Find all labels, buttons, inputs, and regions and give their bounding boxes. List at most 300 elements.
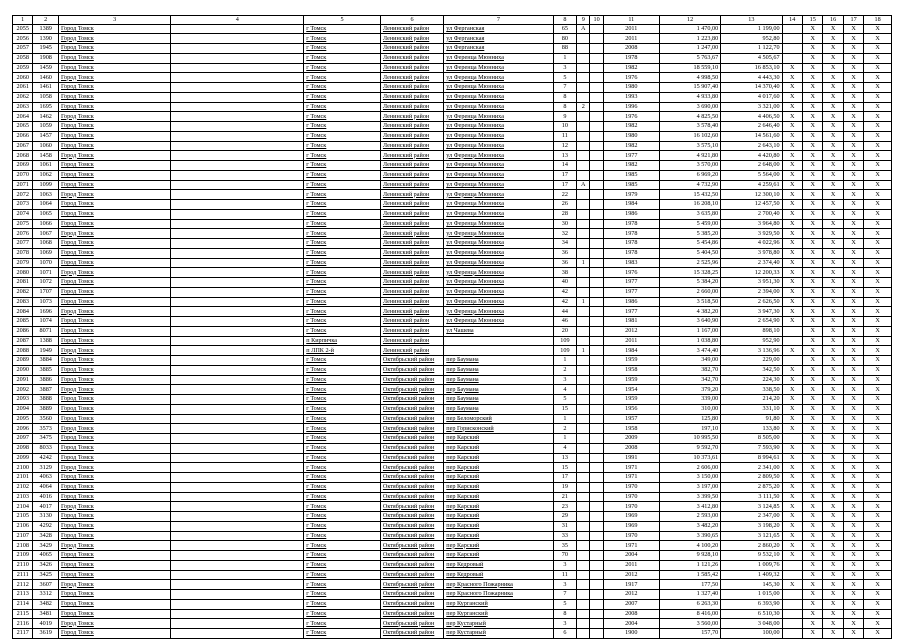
table-cell bbox=[577, 590, 590, 600]
table-cell bbox=[590, 307, 603, 317]
table-cell: X bbox=[823, 414, 843, 424]
table-cell bbox=[171, 365, 304, 375]
table-cell: г Томск bbox=[304, 209, 381, 219]
table-cell: Город Томск bbox=[58, 83, 170, 93]
table-cell: 16 102,60 bbox=[659, 131, 720, 141]
table-cell bbox=[577, 512, 590, 522]
table-cell: X bbox=[802, 53, 822, 63]
table-cell: 3 474,40 bbox=[659, 346, 720, 356]
table-cell: X bbox=[782, 170, 802, 180]
table-cell: 1954 bbox=[603, 385, 659, 395]
table-cell: 31 bbox=[553, 521, 577, 531]
table-cell: 2096 bbox=[13, 424, 33, 434]
table-cell: Город Томск bbox=[58, 521, 170, 531]
table-cell: 2104 bbox=[13, 502, 33, 512]
table-cell: X bbox=[843, 580, 863, 590]
table-cell: X bbox=[802, 414, 822, 424]
table-cell: Октябрьский район bbox=[380, 375, 443, 385]
table-cell bbox=[590, 83, 603, 93]
table-cell: X bbox=[864, 541, 892, 551]
table-cell: Город Томск bbox=[58, 239, 170, 249]
table-cell: 15 328,25 bbox=[659, 268, 720, 278]
table-cell: 382,70 bbox=[659, 365, 720, 375]
table-cell: X bbox=[864, 209, 892, 219]
table-row bbox=[13, 317, 892, 327]
table-cell: 4 420,80 bbox=[721, 151, 782, 161]
table-cell: пер Баумана bbox=[444, 365, 553, 375]
table-cell bbox=[171, 44, 304, 54]
table-cell: ул Ференца Мюнниха bbox=[444, 278, 553, 288]
table-cell: X bbox=[823, 190, 843, 200]
table-cell bbox=[590, 424, 603, 434]
table-cell: 29 bbox=[553, 512, 577, 522]
table-cell bbox=[171, 395, 304, 405]
table-cell bbox=[590, 24, 603, 34]
table-cell: X bbox=[864, 161, 892, 171]
table-cell: 4 017,60 bbox=[721, 92, 782, 102]
table-cell: X bbox=[843, 170, 863, 180]
table-cell: г Томск bbox=[304, 502, 381, 512]
table-cell: 4 505,67 bbox=[721, 53, 782, 63]
table-cell: 1 038,80 bbox=[659, 336, 720, 346]
table-cell: ул Ференца Мюнниха bbox=[444, 131, 553, 141]
table-row bbox=[13, 580, 892, 590]
table-cell: 4019 bbox=[33, 619, 59, 629]
table-cell: X bbox=[843, 365, 863, 375]
table-row bbox=[13, 453, 892, 463]
table-cell: X bbox=[802, 190, 822, 200]
table-cell: 4 259,61 bbox=[721, 180, 782, 190]
table-cell: Город Томск bbox=[58, 190, 170, 200]
table-cell bbox=[590, 463, 603, 473]
table-cell: 2089 bbox=[13, 356, 33, 366]
table-cell bbox=[590, 414, 603, 424]
table-cell: X bbox=[843, 24, 863, 34]
table-cell: 1 009,76 bbox=[721, 560, 782, 570]
table-cell: 4 bbox=[553, 443, 577, 453]
table-cell: Ленинский район bbox=[380, 122, 443, 132]
table-cell: ул Ферганская bbox=[444, 24, 553, 34]
table-cell: X bbox=[802, 609, 822, 619]
table-cell: X bbox=[802, 248, 822, 258]
table-cell: г Томск bbox=[304, 492, 381, 502]
table-cell: 1977 bbox=[603, 287, 659, 297]
table-cell: г Томск bbox=[304, 424, 381, 434]
table-cell: 5 bbox=[553, 395, 577, 405]
table-cell: X bbox=[864, 473, 892, 483]
table-cell: X bbox=[802, 463, 822, 473]
table-cell bbox=[590, 151, 603, 161]
table-cell: 1983 bbox=[603, 258, 659, 268]
table-cell bbox=[171, 170, 304, 180]
table-cell: X bbox=[843, 151, 863, 161]
table-cell bbox=[577, 551, 590, 561]
table-cell: 3312 bbox=[33, 590, 59, 600]
table-cell bbox=[171, 414, 304, 424]
table-cell: ул Ференца Мюнниха bbox=[444, 73, 553, 83]
table-cell: 2061 bbox=[13, 83, 33, 93]
table-cell: 331,10 bbox=[721, 404, 782, 414]
table-cell: X bbox=[823, 521, 843, 531]
table-cell: Город Томск bbox=[58, 268, 170, 278]
table-cell: 2088 bbox=[13, 346, 33, 356]
table-cell: X bbox=[823, 229, 843, 239]
table-cell bbox=[577, 287, 590, 297]
table-cell bbox=[577, 453, 590, 463]
table-cell: пер Карский bbox=[444, 453, 553, 463]
table-cell: г Томск bbox=[304, 287, 381, 297]
table-cell bbox=[590, 365, 603, 375]
table-cell: г Томск bbox=[304, 112, 381, 122]
table-cell: 1976 bbox=[603, 73, 659, 83]
table-cell: 1977 bbox=[603, 307, 659, 317]
table-cell: X bbox=[823, 473, 843, 483]
table-cell: X bbox=[843, 463, 863, 473]
table-cell: Город Томск bbox=[58, 541, 170, 551]
table-cell: 40 bbox=[553, 278, 577, 288]
table-cell: X bbox=[802, 395, 822, 405]
table-cell: X bbox=[823, 170, 843, 180]
table-cell: X bbox=[843, 229, 863, 239]
table-cell bbox=[577, 492, 590, 502]
table-cell bbox=[590, 551, 603, 561]
table-cell: X bbox=[802, 131, 822, 141]
table-cell: 1 121,26 bbox=[659, 560, 720, 570]
table-cell: 1982 bbox=[603, 122, 659, 132]
table-cell: 2101 bbox=[13, 473, 33, 483]
table-cell: 3475 bbox=[33, 434, 59, 444]
table-cell bbox=[782, 24, 802, 34]
table-cell: 28 bbox=[553, 209, 577, 219]
table-cell: 1978 bbox=[603, 53, 659, 63]
table-cell: 1389 bbox=[33, 24, 59, 34]
table-cell: X bbox=[782, 209, 802, 219]
table-cell bbox=[577, 278, 590, 288]
table-cell: 5 bbox=[553, 599, 577, 609]
table-cell: 8033 bbox=[33, 443, 59, 453]
table-cell: X bbox=[802, 512, 822, 522]
table-cell: 3 947,30 bbox=[721, 307, 782, 317]
table-cell: 2069 bbox=[13, 161, 33, 171]
table-cell: г Томск bbox=[304, 580, 381, 590]
table-cell: Ленинский район bbox=[380, 53, 443, 63]
table-cell bbox=[577, 356, 590, 366]
table-cell: X bbox=[782, 200, 802, 210]
table-cell: X bbox=[864, 619, 892, 629]
table-cell: г Томск bbox=[304, 385, 381, 395]
table-row bbox=[13, 24, 892, 34]
table-cell: X bbox=[843, 531, 863, 541]
table-cell: X bbox=[843, 521, 863, 531]
table-cell bbox=[590, 346, 603, 356]
table-cell: 1 199,00 bbox=[721, 24, 782, 34]
table-cell: 3 560,00 bbox=[659, 619, 720, 629]
table-cell: X bbox=[823, 102, 843, 112]
table-cell bbox=[577, 73, 590, 83]
table-cell bbox=[171, 268, 304, 278]
table-cell bbox=[782, 53, 802, 63]
table-cell: X bbox=[782, 307, 802, 317]
table-cell: 2085 bbox=[13, 317, 33, 327]
table-cell: ул Ференца Мюнниха bbox=[444, 219, 553, 229]
table-cell: X bbox=[782, 92, 802, 102]
table-cell: 5 404,50 bbox=[659, 248, 720, 258]
table-cell: X bbox=[864, 83, 892, 93]
table-cell: X bbox=[864, 44, 892, 54]
table-cell: 10 995,50 bbox=[659, 434, 720, 444]
table-cell: пер Карский bbox=[444, 443, 553, 453]
table-cell: г Томск bbox=[304, 512, 381, 522]
table-cell: 1970 bbox=[603, 482, 659, 492]
table-cell bbox=[590, 482, 603, 492]
table-cell: X bbox=[823, 463, 843, 473]
table-cell bbox=[171, 219, 304, 229]
table-cell: Город Томск bbox=[58, 385, 170, 395]
table-row bbox=[13, 346, 892, 356]
table-cell: 8 bbox=[553, 609, 577, 619]
table-cell: X bbox=[782, 502, 802, 512]
table-cell bbox=[590, 73, 603, 83]
table-cell: X bbox=[782, 492, 802, 502]
table-cell: 2068 bbox=[13, 151, 33, 161]
column-header: 1 bbox=[13, 16, 33, 25]
table-cell: ул Ференца Мюнниха bbox=[444, 122, 553, 132]
table-cell: X bbox=[823, 580, 843, 590]
table-cell: 2109 bbox=[13, 551, 33, 561]
table-cell: X bbox=[802, 141, 822, 151]
table-cell: г Томск bbox=[304, 570, 381, 580]
column-header: 17 bbox=[843, 16, 863, 25]
table-cell: 1 015,00 bbox=[721, 590, 782, 600]
table-cell: Ленинский район bbox=[380, 278, 443, 288]
table-cell bbox=[577, 326, 590, 336]
table-cell: 1060 bbox=[33, 141, 59, 151]
table-cell: X bbox=[802, 336, 822, 346]
table-cell: X bbox=[802, 73, 822, 83]
table-cell: 1 585,42 bbox=[659, 570, 720, 580]
table-row bbox=[13, 307, 892, 317]
table-cell bbox=[577, 629, 590, 639]
table-cell: г Томск bbox=[304, 258, 381, 268]
table-cell: 34 bbox=[553, 239, 577, 249]
table-cell: X bbox=[782, 395, 802, 405]
table-cell: X bbox=[864, 551, 892, 561]
table-cell: X bbox=[802, 531, 822, 541]
table-cell: X bbox=[843, 336, 863, 346]
table-cell: X bbox=[823, 317, 843, 327]
table-cell bbox=[590, 521, 603, 531]
table-cell bbox=[590, 404, 603, 414]
table-cell: 42 bbox=[553, 287, 577, 297]
table-cell: г Томск bbox=[304, 92, 381, 102]
table-cell: 7 bbox=[553, 83, 577, 93]
table-cell: пер Беломорский bbox=[444, 414, 553, 424]
table-cell bbox=[590, 599, 603, 609]
table-cell: 2073 bbox=[13, 200, 33, 210]
table-cell bbox=[590, 619, 603, 629]
table-cell: 1 bbox=[553, 414, 577, 424]
table-cell: 8 bbox=[553, 92, 577, 102]
table-cell bbox=[590, 44, 603, 54]
table-cell: г Томск bbox=[304, 463, 381, 473]
table-cell: г Томск bbox=[304, 317, 381, 327]
table-row bbox=[13, 239, 892, 249]
table-cell: X bbox=[864, 580, 892, 590]
table-cell: 229,00 bbox=[721, 356, 782, 366]
table-cell: пер Кустарный bbox=[444, 629, 553, 639]
table-cell: Ленинский район bbox=[380, 24, 443, 34]
table-cell: 100,00 bbox=[721, 629, 782, 639]
table-cell: пер Карский bbox=[444, 512, 553, 522]
table-cell: 1970 bbox=[603, 492, 659, 502]
table-cell: 6 393,90 bbox=[721, 599, 782, 609]
table-cell bbox=[577, 531, 590, 541]
table-cell: ул Ференца Мюнниха bbox=[444, 258, 553, 268]
table-cell: X bbox=[782, 287, 802, 297]
table-cell: X bbox=[823, 629, 843, 639]
table-cell bbox=[171, 463, 304, 473]
table-cell bbox=[171, 609, 304, 619]
table-cell: пер Карский bbox=[444, 521, 553, 531]
table-cell bbox=[590, 34, 603, 44]
table-cell: X bbox=[843, 287, 863, 297]
table-cell: X bbox=[843, 346, 863, 356]
table-cell: 20 bbox=[553, 326, 577, 336]
table-cell: X bbox=[802, 404, 822, 414]
table-cell: Ленинский район bbox=[380, 219, 443, 229]
table-cell: Ленинский район bbox=[380, 200, 443, 210]
table-cell: Октябрьский район bbox=[380, 395, 443, 405]
housing-register-table bbox=[12, 15, 892, 639]
table-row bbox=[13, 385, 892, 395]
table-cell: X bbox=[864, 63, 892, 73]
column-header: 16 bbox=[823, 16, 843, 25]
table-cell: 2011 bbox=[603, 336, 659, 346]
table-cell: г Томск bbox=[304, 131, 381, 141]
table-cell: Ленинский район bbox=[380, 346, 443, 356]
column-header: 13 bbox=[721, 16, 782, 25]
table-cell: X bbox=[823, 512, 843, 522]
table-cell: 2 626,50 bbox=[721, 297, 782, 307]
table-cell bbox=[590, 492, 603, 502]
table-cell: 2064 bbox=[13, 112, 33, 122]
table-cell bbox=[171, 531, 304, 541]
table-cell: 22 bbox=[553, 190, 577, 200]
table-cell: 1978 bbox=[603, 219, 659, 229]
table-header bbox=[13, 16, 892, 25]
table-cell: X bbox=[843, 131, 863, 141]
table-cell: 4064 bbox=[33, 482, 59, 492]
table-cell: 2 bbox=[553, 365, 577, 375]
table-cell bbox=[577, 209, 590, 219]
table-cell: X bbox=[864, 404, 892, 414]
table-cell: X bbox=[864, 570, 892, 580]
table-cell: X bbox=[823, 346, 843, 356]
table-cell: 2071 bbox=[13, 180, 33, 190]
table-cell: X bbox=[843, 297, 863, 307]
table-cell: X bbox=[802, 24, 822, 34]
table-cell: Октябрьский район bbox=[380, 365, 443, 375]
table-cell: 2 643,10 bbox=[721, 141, 782, 151]
table-cell: Город Томск bbox=[58, 131, 170, 141]
table-row bbox=[13, 219, 892, 229]
table-cell: 11 bbox=[553, 131, 577, 141]
table-cell bbox=[171, 502, 304, 512]
table-cell: пер Баумана bbox=[444, 395, 553, 405]
table-cell: 1986 bbox=[603, 209, 659, 219]
table-cell: X bbox=[823, 326, 843, 336]
table-cell: 1 bbox=[553, 356, 577, 366]
table-cell: пер Карский bbox=[444, 541, 553, 551]
table-row bbox=[13, 170, 892, 180]
table-row bbox=[13, 180, 892, 190]
table-cell: 2091 bbox=[13, 375, 33, 385]
table-cell: 1696 bbox=[33, 307, 59, 317]
table-cell bbox=[171, 482, 304, 492]
table-cell bbox=[171, 629, 304, 639]
table-cell bbox=[171, 287, 304, 297]
table-cell: 1986 bbox=[603, 297, 659, 307]
table-cell: 2 809,50 bbox=[721, 473, 782, 483]
table-cell: X bbox=[823, 404, 843, 414]
table-cell: 952,90 bbox=[721, 336, 782, 346]
table-cell: Город Томск bbox=[58, 580, 170, 590]
table-cell: 2 660,00 bbox=[659, 287, 720, 297]
table-cell bbox=[590, 209, 603, 219]
table-cell: X bbox=[823, 482, 843, 492]
table-cell: 133,80 bbox=[721, 424, 782, 434]
table-cell: X bbox=[823, 599, 843, 609]
table-cell bbox=[590, 170, 603, 180]
table-row bbox=[13, 258, 892, 268]
table-cell: Город Томск bbox=[58, 112, 170, 122]
table-cell: Октябрьский район bbox=[380, 473, 443, 483]
table-cell: 1993 bbox=[603, 92, 659, 102]
table-cell: 11 bbox=[553, 570, 577, 580]
table-row bbox=[13, 102, 892, 112]
table-cell: 8 bbox=[553, 102, 577, 112]
table-cell bbox=[577, 141, 590, 151]
table-cell: Город Томск bbox=[58, 141, 170, 151]
table-cell: X bbox=[843, 219, 863, 229]
table-row bbox=[13, 521, 892, 531]
table-cell: 177,50 bbox=[659, 580, 720, 590]
table-cell: 3 390,65 bbox=[659, 531, 720, 541]
table-cell: г Томск bbox=[304, 200, 381, 210]
table-cell: 4 382,20 bbox=[659, 307, 720, 317]
table-cell: пер Курганский bbox=[444, 609, 553, 619]
column-header: 7 bbox=[444, 16, 553, 25]
table-row bbox=[13, 375, 892, 385]
table-cell: X bbox=[823, 209, 843, 219]
table-cell: Город Томск bbox=[58, 619, 170, 629]
table-cell bbox=[577, 248, 590, 258]
table-cell bbox=[171, 53, 304, 63]
table-cell: 2099 bbox=[13, 453, 33, 463]
table-cell: X bbox=[843, 317, 863, 327]
table-cell: 1976 bbox=[603, 112, 659, 122]
table-cell: X bbox=[864, 229, 892, 239]
table-cell: X bbox=[802, 356, 822, 366]
table-cell: X bbox=[864, 112, 892, 122]
table-cell: пер Курганский bbox=[444, 599, 553, 609]
table-cell bbox=[171, 24, 304, 34]
table-cell: X bbox=[843, 473, 863, 483]
table-cell: 3429 bbox=[33, 541, 59, 551]
table-cell: X bbox=[802, 629, 822, 639]
table-cell: 5 564,00 bbox=[721, 170, 782, 180]
table-cell: X bbox=[843, 609, 863, 619]
